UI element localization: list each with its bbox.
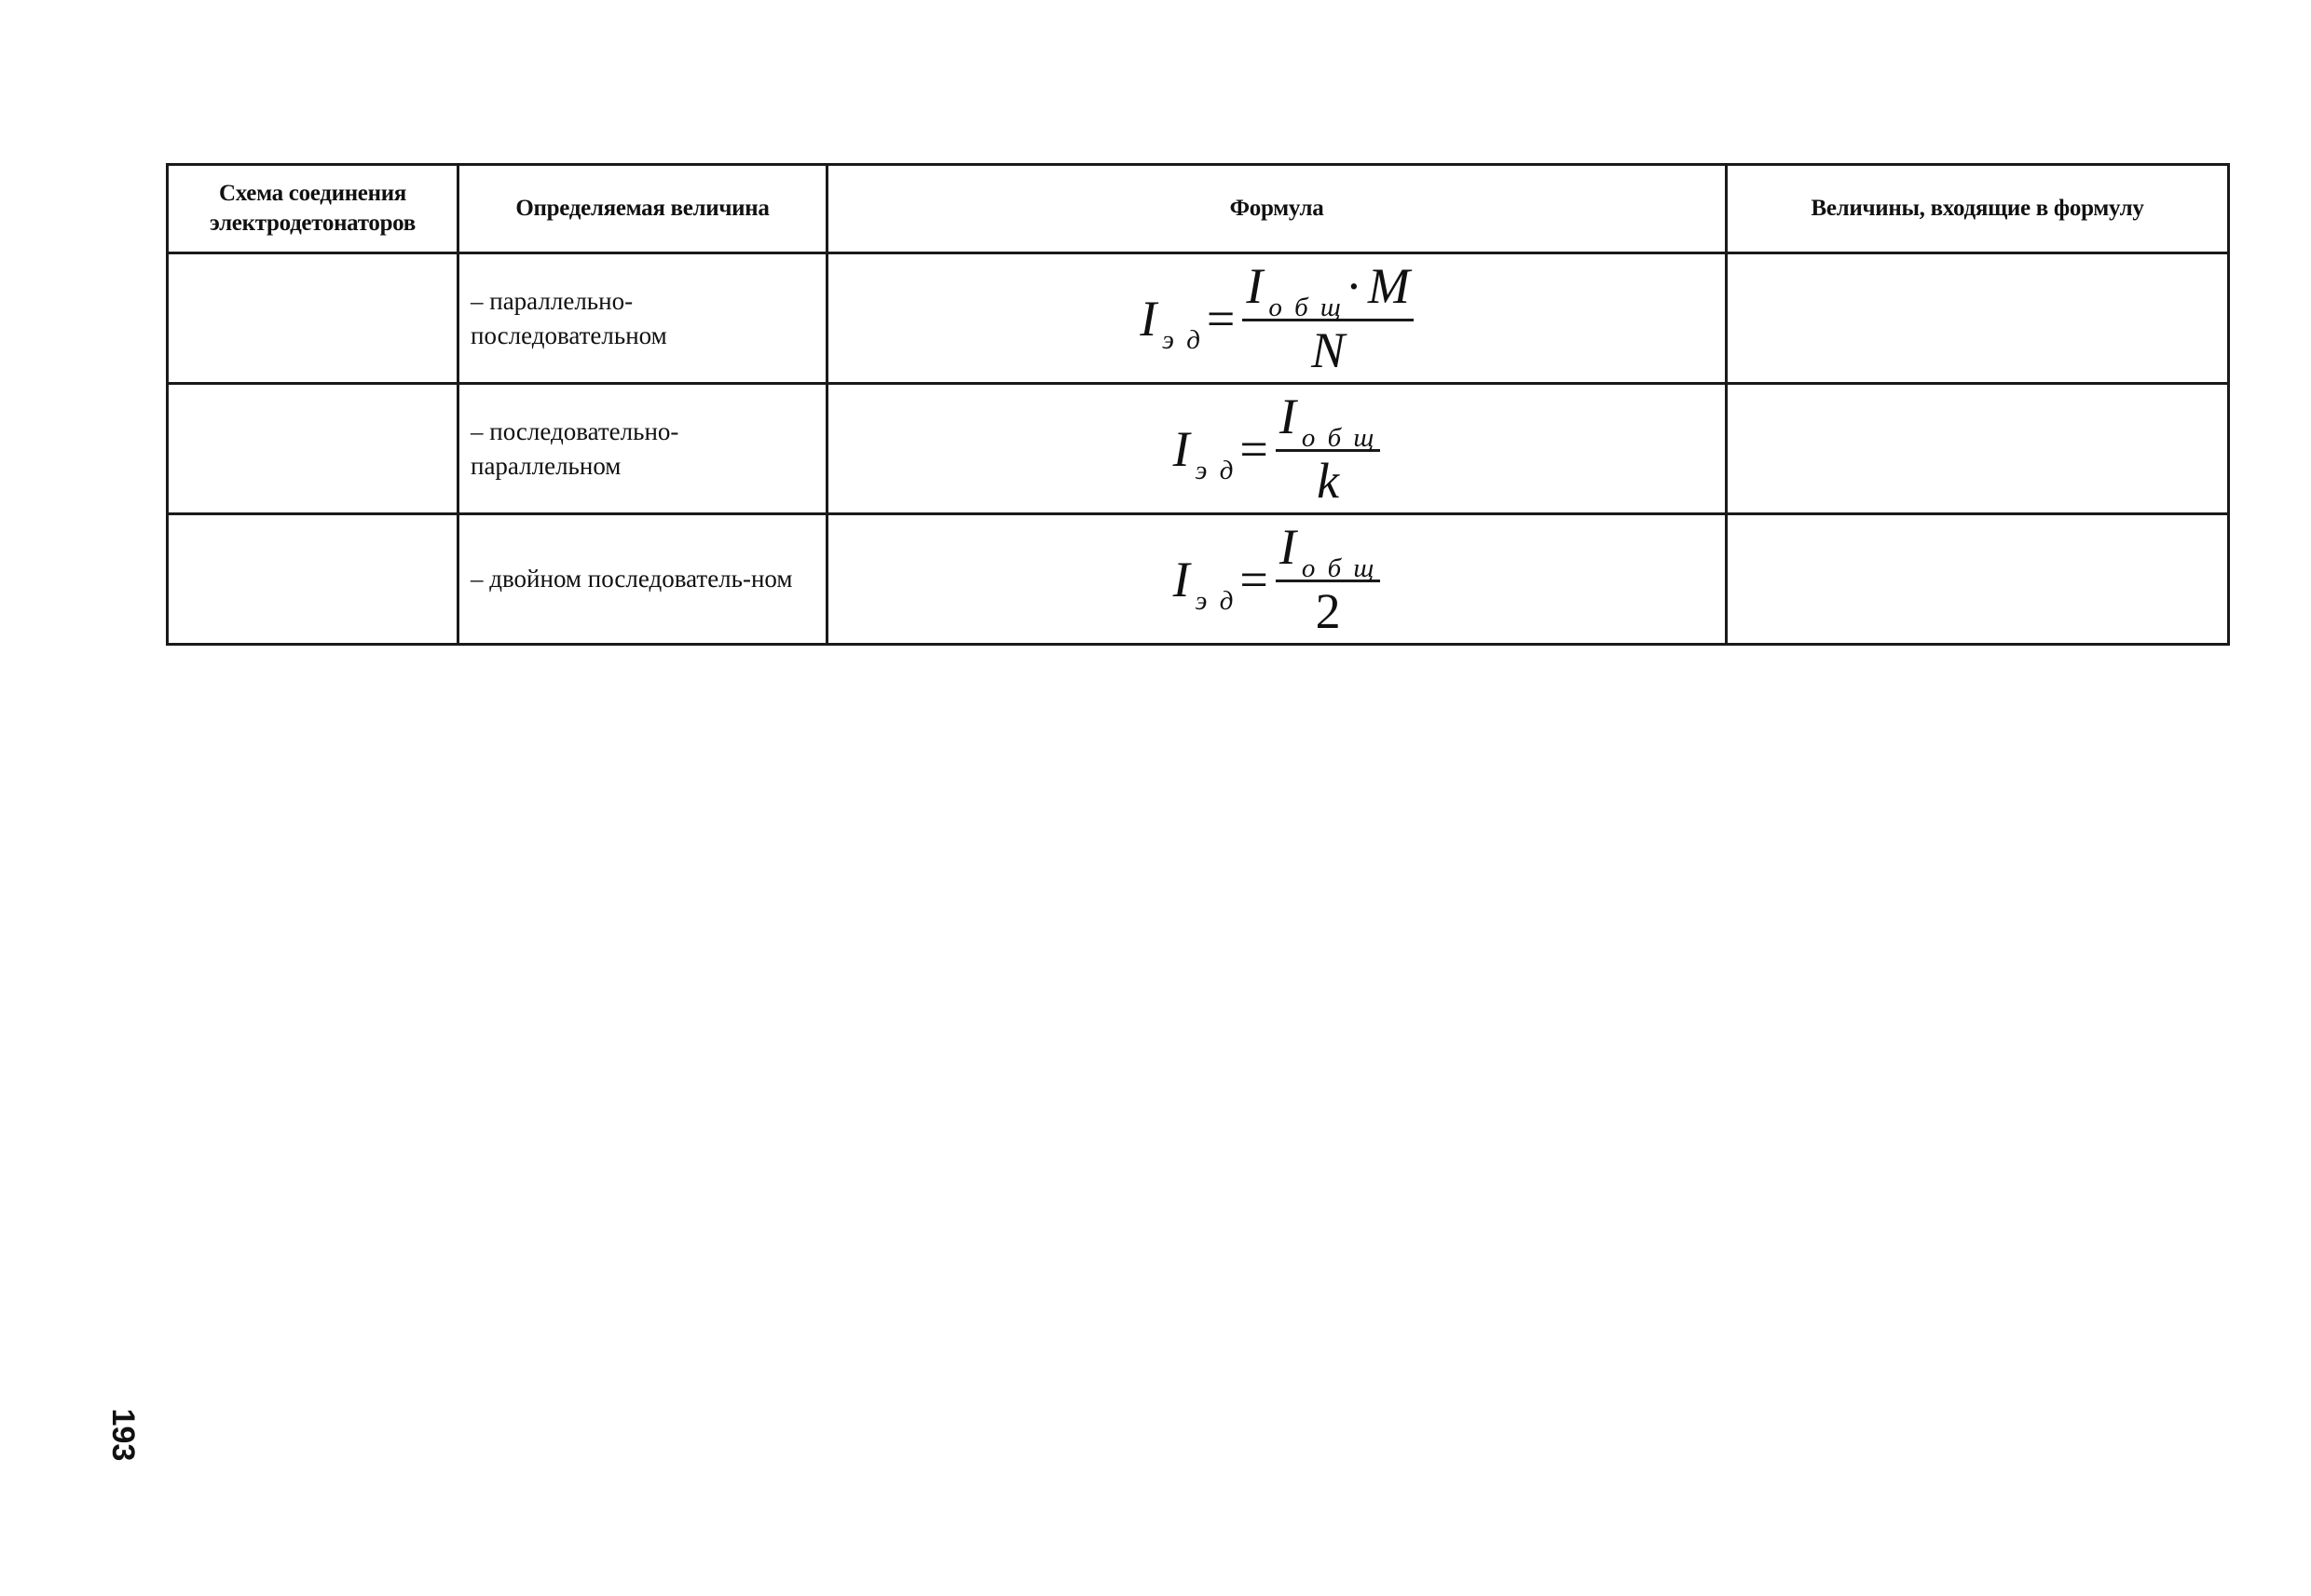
quantity-cell bbox=[458, 253, 827, 384]
values-cell bbox=[1727, 384, 2229, 514]
formula-numerator: I о б щ bbox=[1279, 389, 1377, 453]
page-number: 193 bbox=[105, 1408, 141, 1462]
formula-cell bbox=[827, 384, 1727, 514]
formula-denominator: 2 bbox=[1315, 583, 1341, 639]
formula-numerator: I о б щ · M bbox=[1246, 258, 1410, 322]
connection-schemes-table bbox=[166, 163, 2230, 646]
formula bbox=[1172, 389, 1381, 509]
table-row bbox=[168, 253, 2229, 384]
formula-denominator: k bbox=[1317, 453, 1340, 509]
formula-cell bbox=[827, 514, 1727, 645]
header-values: Величины, входящие в формулу bbox=[1727, 165, 2229, 253]
header-quantity: Определяемая величина bbox=[458, 165, 827, 253]
formula bbox=[1140, 258, 1414, 378]
formula-lhs: I э д bbox=[1140, 290, 1203, 355]
formula-equals: = bbox=[1206, 290, 1236, 347]
header-scheme: Схема соединения электродетонаторов bbox=[168, 165, 458, 253]
formula-lhs: I э д bbox=[1172, 551, 1237, 616]
formula-equals: = bbox=[1239, 420, 1268, 477]
values-cell bbox=[1727, 514, 2229, 645]
quantity-cell bbox=[458, 384, 827, 514]
formula-denominator: N bbox=[1311, 322, 1346, 378]
header-formula: Формула bbox=[827, 165, 1727, 253]
quantity-cell bbox=[458, 514, 827, 645]
scheme-cell bbox=[168, 384, 458, 514]
quantity-text: – двойном последователь-ном bbox=[471, 565, 793, 593]
values-cell bbox=[1727, 253, 2229, 384]
table-row bbox=[168, 384, 2229, 514]
formula-fraction bbox=[1276, 389, 1380, 509]
formula bbox=[1172, 519, 1381, 639]
formula-equals: = bbox=[1239, 551, 1268, 607]
table-row bbox=[168, 514, 2229, 645]
table-header-row bbox=[168, 165, 2229, 253]
formula-lhs: I э д bbox=[1172, 420, 1237, 485]
formula-fraction bbox=[1276, 519, 1380, 639]
scheme-cell bbox=[168, 253, 458, 384]
scheme-cell bbox=[168, 514, 458, 645]
quantity-text: – параллельно-последовательном bbox=[471, 286, 667, 349]
formula-fraction bbox=[1242, 258, 1413, 378]
quantity-text: – последовательно-параллельном bbox=[471, 416, 679, 480]
formula-cell bbox=[827, 253, 1727, 384]
formula-numerator: I о б щ bbox=[1279, 519, 1377, 583]
